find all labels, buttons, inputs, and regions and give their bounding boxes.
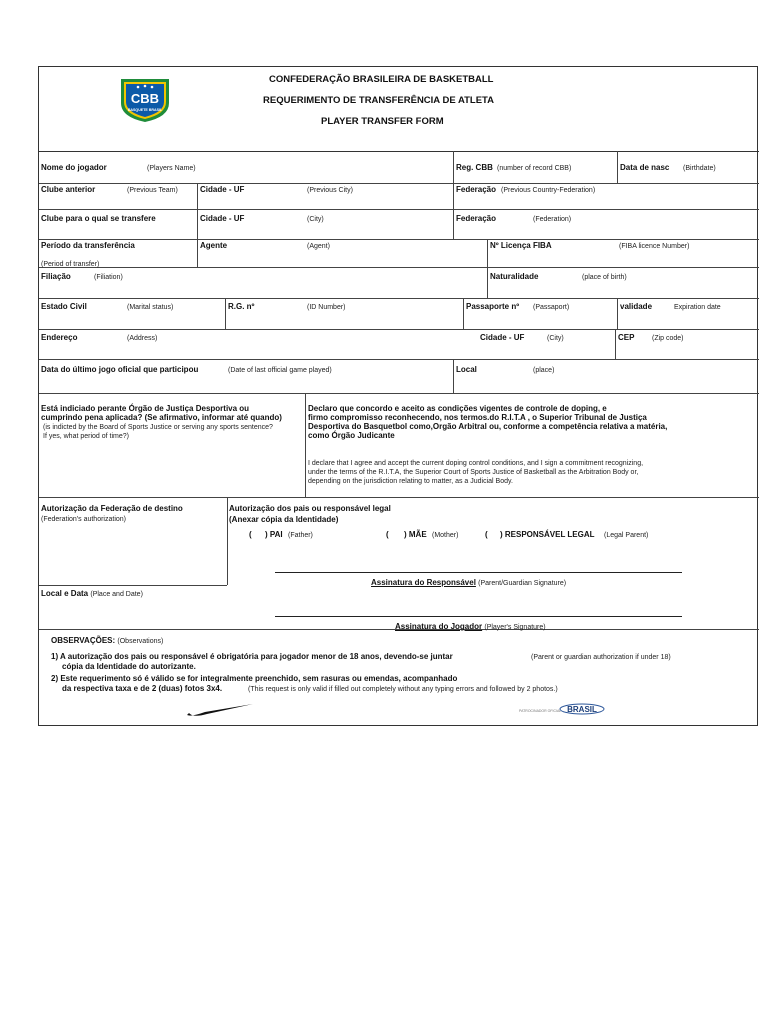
justice-question-l1: Está indiciado perante Órgão de Justiça Desportiva ou: [41, 404, 250, 413]
parent-signature-caption: [371, 578, 566, 588]
note-1-l2: cópia da Identidade do autorizante.: [62, 662, 196, 671]
city-field-2[interactable]: (City): [547, 335, 564, 342]
declaration-en-l3: depending on the jurisdiction relating to matter, as a Judicial Body.: [308, 478, 513, 485]
previous-city-field[interactable]: (Previous City): [307, 187, 353, 194]
player-signature-caption: [395, 622, 546, 632]
zip-field[interactable]: (Zip code): [652, 335, 684, 342]
note-2-en: (This request is only valid if filled out completely without any typing errors and followed by 2 photos.): [248, 686, 558, 693]
parent-signature-line[interactable]: [275, 572, 682, 573]
cbb-logo: [117, 75, 173, 123]
address-label: Endereço: [41, 333, 78, 342]
last-game-label: Data do último jogo oficial que participou: [41, 365, 199, 374]
player-name-label: Nome do jogador: [41, 163, 107, 172]
birthdate-field[interactable]: (Birthdate): [683, 165, 716, 172]
reg-cbb-field[interactable]: (number of record CBB): [497, 165, 572, 172]
declaration-l2: firmo compromisso reconhecendo, nos termos.do R.I.T.A , o Superior Tribunal de Justiça: [308, 413, 647, 422]
address-field[interactable]: (Address): [127, 335, 158, 342]
note-1-en: (Parent or guardian authorization if under 18): [531, 654, 671, 661]
fiba-licence-label: Nº Licença FIBA: [490, 241, 552, 250]
player-signature-label: Assinatura do Jogador: [395, 622, 483, 631]
passport-field[interactable]: (Passaport): [533, 304, 570, 311]
observations-title: OBSERVAÇÕES:: [51, 636, 116, 645]
city-uf-label-2: Cidade - UF: [200, 214, 245, 223]
sponsor-logo: [558, 701, 606, 717]
birthdate-label: Data de nasc: [620, 163, 670, 172]
player-signature-label-en: (Player's Signature): [484, 624, 546, 631]
observations-caption: [51, 636, 163, 646]
parents-auth-title: Autorização dos pais ou responsável legal: [229, 504, 391, 513]
transfer-period-label: Período da transferência: [41, 241, 135, 250]
player-name-field[interactable]: (Players Name): [147, 165, 196, 172]
place-date-caption: [41, 589, 143, 599]
justice-question-en-l2: If yes, what period of time?): [43, 433, 129, 440]
filiation-field[interactable]: (Filiation): [94, 274, 123, 281]
declaration-en-l2: under the terms of the R.I.T.A, the Superior Court of Sports Justice of Basketball as the Arbitration Body or,: [308, 469, 639, 476]
place-date-label-en: (Place and Date): [90, 591, 143, 598]
zip-label: CEP: [618, 333, 635, 342]
org-title: CONFEDERAÇÃO BRASILEIRA DE BASKETBALL: [269, 74, 494, 85]
mother-option[interactable]: ) MÃE: [404, 530, 427, 539]
observations-title-en: (Observations): [117, 638, 164, 645]
player-signature-line[interactable]: [275, 616, 682, 617]
reg-cbb-label: Reg. CBB: [456, 163, 493, 172]
passport-label: Passaporte nº: [466, 302, 520, 311]
birthplace-label: Naturalidade: [490, 272, 539, 281]
father-option[interactable]: ) PAI: [265, 530, 283, 539]
declaration-l3: Desportiva do Basquetbol como,Orgão Arbitral ou, conforme a competência relativa a matéria,: [308, 422, 668, 431]
agent-label: Agente: [200, 241, 228, 250]
marital-status-field[interactable]: (Marital status): [127, 304, 174, 311]
local-label: Local: [456, 365, 477, 374]
fiba-licence-field[interactable]: (FIBA licence Number): [619, 243, 690, 250]
previous-club-field[interactable]: (Previous Team): [127, 187, 178, 194]
previous-federation-field[interactable]: (Previous Country-Federation): [501, 187, 596, 194]
federation-field[interactable]: (Federation): [533, 216, 572, 223]
parent-signature-label-en: (Parent/Guardian Signature): [478, 580, 567, 587]
city-uf-label-3: Cidade - UF: [480, 333, 525, 342]
declaration-l1: Declaro que concordo e aceito as condições vigentes de controle de doping, e: [308, 404, 607, 413]
note-2-l2: da respectiva taxa e de 2 (duas) fotos 3x4.: [62, 684, 223, 693]
city-field[interactable]: (City): [307, 216, 324, 223]
place-field[interactable]: (place): [533, 367, 555, 374]
legal-parent-label-en: (Legal Parent): [604, 532, 649, 539]
parents-auth-subtitle: (Anexar cópia da Identidade): [229, 515, 339, 524]
validity-label: validade: [620, 302, 653, 311]
federation-label-1: Federação: [456, 185, 497, 194]
father-label-en: (Father): [288, 532, 313, 539]
justice-question-en-l1: (is indicted by the Board of Sports Justice or serving any sports sentence?: [43, 424, 273, 431]
legal-parent-option[interactable]: ) RESPONSÁVEL LEGAL: [500, 530, 595, 539]
transfer-period-field[interactable]: (Period of transfer): [41, 261, 100, 268]
mother-paren[interactable]: (: [386, 530, 389, 539]
federation-auth-subtitle: (Federation's authorization): [41, 516, 126, 523]
transfer-form: [38, 66, 758, 726]
last-game-field[interactable]: (Date of last official game played): [228, 367, 332, 374]
request-title: REQUERIMENTO DE TRANSFERÊNCIA DE ATLETA: [263, 95, 494, 106]
declaration-l4: como Órgão Judicante: [308, 431, 395, 440]
federation-label-2: Federação: [456, 214, 497, 223]
logo-text: CBB: [130, 91, 160, 106]
form-title: PLAYER TRANSFER FORM: [321, 116, 444, 127]
agent-field[interactable]: (Agent): [307, 243, 330, 250]
logo-subtext: BASQUETE BRASIL: [127, 108, 163, 112]
parent-signature-label: Assinatura do Responsável: [371, 578, 476, 587]
mother-label-en: (Mother): [432, 532, 459, 539]
note-2-l1: 2) Este requerimento só é válido se for integralmente preenchido, sem rasuras ou emendas, acompanhado: [51, 674, 458, 683]
rg-label: R.G. nº: [228, 302, 255, 311]
filiation-label: Filiação: [41, 272, 71, 281]
note-1-l1: 1) A autorização dos pais ou responsável é obrigatória para jogador menor de 18 anos, devendo-se juntar: [51, 652, 453, 661]
father-paren[interactable]: (: [249, 530, 252, 539]
federation-auth-title: Autorização da Federação de destino: [41, 504, 183, 513]
birthplace-field[interactable]: (place of birth): [582, 274, 627, 281]
city-uf-label-1: Cidade - UF: [200, 185, 245, 194]
place-date-label: Local e Data: [41, 589, 89, 598]
marital-status-label: Estado Civil: [41, 302, 87, 311]
legal-parent-paren[interactable]: (: [485, 530, 488, 539]
destination-club-label: Clube para o qual se transfere: [41, 214, 156, 223]
expiration-field[interactable]: Expiration date: [674, 304, 721, 311]
justice-question-l2: cumprindo pena aplicada? (Se afirmativo, informar até quando): [41, 413, 282, 422]
declaration-en-l1: I declare that I agree and accept the current doping control conditions, and I sign a commitment recognizing,: [308, 460, 644, 467]
id-number-field[interactable]: (ID Number): [307, 304, 346, 311]
swoosh-logo: [185, 703, 255, 717]
sponsor-logo-text: BRASIL: [567, 705, 597, 714]
previous-club-label: Clube anterior: [41, 185, 96, 194]
sponsor-text: PATROCINADOR OFICIAL: [519, 709, 562, 713]
